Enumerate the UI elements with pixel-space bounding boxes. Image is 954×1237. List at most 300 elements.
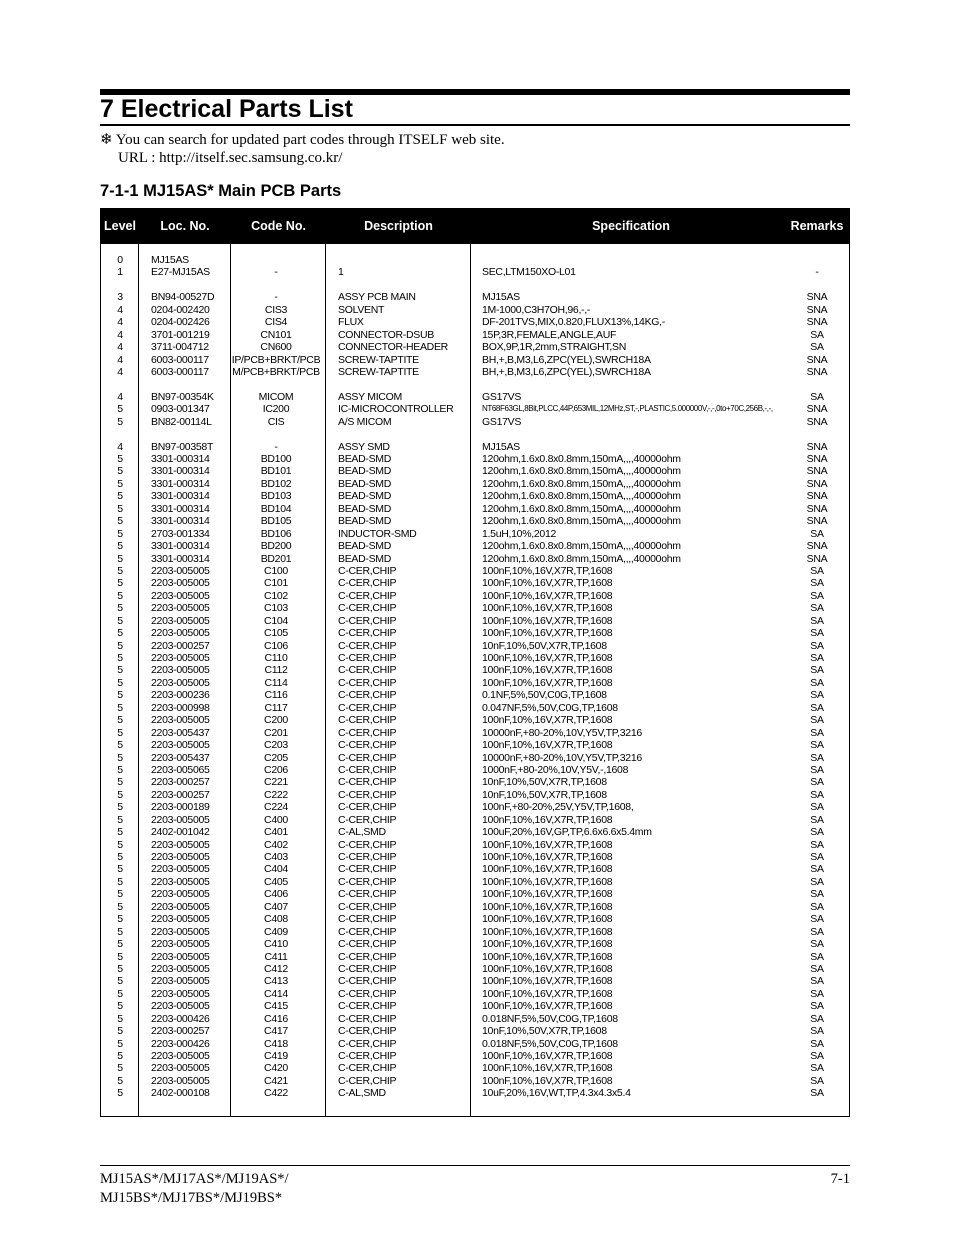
cell-level: 5 [117,962,123,975]
cell-specification: 15P,3R,FEMALE,ANGLE,AUF [482,328,617,341]
cell-level: 5 [117,664,123,677]
cell-level: 5 [117,851,123,863]
cell-level: 5 [117,987,123,1000]
cell-description: C-CER,CHIP [338,838,397,851]
cell-specification: 100nF,10%,16V,X7R,TP,1608 [482,1000,613,1013]
cell-specification: 100nF,10%,16V,X7R,TP,1608 [482,838,613,851]
cell-description: C-CER,CHIP [338,639,397,652]
cell-specification [482,279,772,291]
cell-description: C-CER,CHIP [338,900,397,913]
cell-code: C106 [264,639,288,652]
cell-level: 5 [117,1025,123,1038]
cell-code: C206 [264,763,288,776]
cell-remarks: SA [810,639,824,652]
cell-level: 5 [117,776,123,789]
cell-remarks: SNA [806,490,828,503]
cell-code: C221 [264,776,288,789]
cell-loc: 2203-005005 [151,987,210,1000]
cell-loc: 2203-005005 [151,602,210,615]
cell-description: C-AL,SMD [338,1087,386,1100]
cell-specification: 120ohm,1.6x0.8x0.8mm,150mA,,,,40000ohm [482,490,681,503]
cell-description: C-CER,CHIP [338,689,397,702]
cell-specification: 10nF,10%,50V,X7R,TP,1608 [482,776,607,789]
cell-specification: MJ15AS [482,440,520,453]
cell-level: 5 [117,938,123,951]
cell-loc: 3301-000314 [151,465,210,478]
cell-description: C-CER,CHIP [338,1025,397,1038]
cell-description: C-CER,CHIP [338,851,397,863]
cell-description: C-AL,SMD [338,826,386,839]
cell-code: C205 [264,751,288,764]
footer-models-line-2: MJ15BS*/MJ17BS*/MJ19BS* [100,1189,283,1206]
cell-level: 5 [117,863,123,876]
cell-loc: 2402-001042 [151,826,210,839]
cell-level: 5 [117,415,123,428]
cell-code: C104 [264,614,288,627]
column-remarks [791,254,843,1100]
cell-level: 4 [117,316,123,329]
cell-loc: 2203-000998 [151,701,210,714]
cell-specification: 100nF,10%,16V,X7R,TP,1608 [482,564,613,577]
cell-code: - [274,266,278,279]
cell-level: 5 [117,540,123,553]
cell-level: 4 [117,365,123,378]
cell-specification: 100nF,10%,16V,X7R,TP,1608 [482,577,613,590]
cell-remarks: SA [810,1087,824,1100]
cell-loc: 2203-000236 [151,689,210,702]
cell-level [101,428,139,440]
cell-code: C412 [264,962,288,975]
cell-remarks: SA [810,900,824,913]
cell-loc: 2203-000189 [151,801,210,814]
cell-code: C102 [264,589,288,602]
cell-code: C417 [264,1025,288,1038]
cell-specification: 1000nF,+80-20%,10V,Y5V,-,1608 [482,763,629,776]
cell-description: C-CER,CHIP [338,975,397,988]
cell-remarks: SA [810,838,824,851]
cell-description: C-CER,CHIP [338,726,397,739]
cell-specification: 0.1NF,5%,50V,C0G,TP,1608 [482,689,607,702]
cell-loc: 3301-000314 [151,540,210,553]
cell-code: C402 [264,838,288,851]
cell-code: C419 [264,1050,288,1062]
cell-description: BEAD-SMD [338,515,392,528]
cell-level: 5 [117,502,123,515]
cell-loc: 2203-005005 [151,875,210,888]
cell-remarks: SNA [806,415,828,428]
cell-level: 5 [117,627,123,640]
cell-code: C222 [264,788,288,801]
cell-description: BEAD-SMD [338,490,392,503]
cell-loc: 3301-000314 [151,490,210,503]
cell-description: C-CER,CHIP [338,589,397,602]
cell-description: SOLVENT [338,303,385,316]
cell-code: C103 [264,602,288,615]
cell-specification: 1.5uH,10%,2012 [482,527,557,540]
cell-description: C-CER,CHIP [338,652,397,664]
cell-remarks: SNA [806,403,828,416]
note-block [100,131,505,167]
cell-level: 5 [117,826,123,839]
cell-loc [151,279,231,291]
cell-remarks: SA [810,602,824,615]
cell-code: IP/PCB+BRKT/PCB [231,353,321,366]
cell-loc: BN97-00358T [151,440,214,453]
cell-level: 5 [117,527,123,540]
cell-description: C-CER,CHIP [338,938,397,951]
cell-specification: 100nF,10%,16V,X7R,TP,1608 [482,1062,613,1075]
footer-models-line-1: MJ15AS*/MJ17AS*/MJ19AS*/ [100,1171,289,1187]
cell-specification: 0.018NF,5%,50V,C0G,TP,1608 [482,1012,618,1025]
cell-code [226,279,326,291]
cell-specification: 100nF,10%,16V,X7R,TP,1608 [482,938,613,951]
cell-remarks: SA [810,577,824,590]
cell-code: C421 [264,1074,288,1087]
cell-level: 5 [117,689,123,702]
cell-specification [482,378,772,390]
cell-description [338,279,468,291]
cell-code: C405 [264,875,288,888]
header-description: Description [364,219,433,233]
cell-code: BD104 [260,502,292,515]
cell-description: BEAD-SMD [338,477,392,490]
cell-description: A/S MICOM [338,415,392,428]
cell-remarks: SA [810,813,824,826]
column-code [226,254,326,1100]
cell-loc: 6003-000117 [151,353,209,366]
cell-specification: 100nF,10%,16V,X7R,TP,1608 [482,602,613,615]
header-level: Level [104,219,136,233]
cell-level: 5 [117,639,123,652]
cell-specification: 100nF,10%,16V,X7R,TP,1608 [482,813,613,826]
cell-remarks: SA [810,788,824,801]
cell-code: C408 [264,913,288,926]
note-line-1: You can search for updated part codes through ITSELF web site. [115,132,505,148]
cell-remarks: SA [810,826,824,839]
cell-code: BD200 [260,540,292,553]
cell-loc: 2203-005437 [151,726,210,739]
cell-loc: 2203-005005 [151,577,210,590]
cell-level: 5 [117,888,123,901]
cell-code: MICOM [258,390,294,403]
cell-code: C116 [264,689,288,702]
cell-specification: 10uF,20%,16V,WT,TP,4.3x4.3x5.4 [482,1087,631,1100]
cell-code: C403 [264,851,288,863]
cell-specification: 120ohm,1.6x0.8x0.8mm,150mA,,,,40000ohm [482,477,681,490]
cell-specification: MJ15AS [482,291,520,304]
cell-description: ASSY PCB MAIN [338,291,416,304]
cell-description: C-CER,CHIP [338,751,397,764]
cell-level [101,279,139,291]
cell-code: C410 [264,938,288,951]
cell-remarks: SA [810,987,824,1000]
cell-loc: 2203-000426 [151,1037,210,1050]
cell-level: 5 [117,714,123,727]
cell-loc: 3301-000314 [151,453,210,465]
cell-loc: 0204-002426 [151,316,210,329]
cell-code: C117 [264,701,288,714]
cell-specification: DF-201TVS,MIX,0.820,FLUX13%,14KG,- [482,316,665,329]
cell-remarks: SA [810,390,824,403]
cell-remarks: SNA [806,552,828,565]
cell-code: C400 [264,813,288,826]
cell-code: IC200 [262,403,290,416]
page-title: 7 Electrical Parts List [100,95,353,123]
column-loc [151,254,231,1100]
cell-level: 5 [117,950,123,963]
cell-remarks: SA [810,726,824,739]
cell-remarks: SA [810,938,824,951]
column-level [101,254,139,1100]
cell-loc: 3701-001219 [151,328,210,341]
cell-specification: BH,+,B,M3,L6,ZPC(YEL),SWRCH18A [482,365,651,378]
cell-description: C-CER,CHIP [338,614,397,627]
cell-specification: 120ohm,1.6x0.8x0.8mm,150mA,,,,40000ohm [482,540,681,553]
header-remarks: Remarks [790,219,844,233]
cell-specification: 100nF,10%,16V,X7R,TP,1608 [482,676,613,689]
cell-remarks [791,254,843,266]
cell-remarks: SA [810,1050,824,1062]
cell-code: C201 [264,726,288,739]
cell-loc: 2203-005005 [151,888,210,901]
cell-remarks: SA [810,341,824,354]
cell-code: C414 [264,987,288,1000]
cell-description: C-CER,CHIP [338,1012,397,1025]
header-loc: Loc. No. [160,219,210,233]
cell-description: BEAD-SMD [338,552,392,565]
cell-code: C200 [264,714,288,727]
cell-code: C413 [264,975,288,988]
cell-specification: 100nF,10%,16V,X7R,TP,1608 [482,627,613,640]
cell-remarks: SA [810,751,824,764]
cell-remarks: SA [810,863,824,876]
cell-code: C407 [264,900,288,913]
cell-description: C-CER,CHIP [338,913,397,926]
cell-loc: 2203-005005 [151,564,210,577]
cell-remarks: SA [810,776,824,789]
cell-remarks: SNA [806,515,828,528]
cell-loc: BN94-00527D [151,291,215,304]
cell-remarks: SNA [806,303,828,316]
cell-specification: 100nF,10%,16V,X7R,TP,1608 [482,589,613,602]
cell-specification: 100nF,10%,16V,X7R,TP,1608 [482,614,613,627]
cell-specification: 100nF,10%,16V,X7R,TP,1608 [482,975,613,988]
cell-code: C406 [264,888,288,901]
cell-code: BD106 [260,527,292,540]
cell-level: 4 [117,353,123,366]
cell-loc: 2203-005005 [151,813,210,826]
cell-remarks: SA [810,652,824,664]
cell-remarks: SA [810,564,824,577]
cell-loc: 0204-002420 [151,303,210,316]
cell-remarks: SA [810,1012,824,1025]
cell-description [338,254,468,266]
cell-description: BEAD-SMD [338,540,392,553]
cell-loc: 3301-000314 [151,477,210,490]
cell-remarks: SA [810,888,824,901]
cell-level: 5 [117,477,123,490]
cell-level: 5 [117,490,123,503]
cell-specification: 120ohm,1.6x0.8x0.8mm,150mA,,,,40000ohm [482,453,681,465]
cell-loc: 2203-005005 [151,714,210,727]
cell-code: C401 [264,826,288,839]
cell-specification: 10nF,10%,50V,X7R,TP,1608 [482,1025,607,1038]
cell-level: 5 [117,552,123,565]
cell-remarks [791,378,843,390]
cell-level: 5 [117,1037,123,1050]
cell-level: 5 [117,453,123,465]
cell-remarks: SNA [806,502,828,515]
cell-loc: 2203-005005 [151,851,210,863]
cell-specification: 100nF,10%,16V,X7R,TP,1608 [482,851,613,863]
cell-level: 5 [117,875,123,888]
parts-table [100,208,850,1117]
cell-specification: 100nF,10%,16V,X7R,TP,1608 [482,739,613,752]
cell-remarks: SNA [806,477,828,490]
cell-specification: 100nF,10%,16V,X7R,TP,1608 [482,962,613,975]
cell-code: BD105 [260,515,292,528]
cell-description: C-CER,CHIP [338,813,397,826]
cell-description: C-CER,CHIP [338,739,397,752]
cell-description: C-CER,CHIP [338,776,397,789]
cell-remarks: SNA [806,465,828,478]
column-specification [482,254,772,1100]
cell-loc: BN82-00114L [151,415,212,428]
cell-level: 4 [117,341,123,354]
cell-specification: 100nF,10%,16V,X7R,TP,1608 [482,1074,613,1087]
cell-specification: 120ohm,1.6x0.8x0.8mm,150mA,,,,40000ohm [482,465,681,478]
cell-remarks: SNA [806,353,828,366]
cell-specification: 100nF,10%,16V,X7R,TP,1608 [482,664,613,677]
cell-level: 5 [117,913,123,926]
cell-description: C-CER,CHIP [338,1050,397,1062]
cell-code: CIS3 [264,303,288,316]
cell-description: FLUX [338,316,364,329]
cell-description: C-CER,CHIP [338,714,397,727]
cell-level: 4 [117,440,123,453]
cell-level: 5 [117,751,123,764]
cell-description: BEAD-SMD [338,453,392,465]
cell-specification: BH,+,B,M3,L6,ZPC(YEL),SWRCH18A [482,353,651,366]
cell-remarks: SA [810,763,824,776]
cell-specification: SEC,LTM150XO-L01 [482,266,576,279]
cell-remarks: SA [810,614,824,627]
cell-level: 5 [117,1062,123,1075]
cell-loc: 2203-005005 [151,664,210,677]
cell-specification: 10000nF,+80-20%,10V,Y5V,TP,3216 [482,726,642,739]
cell-remarks: SA [810,627,824,640]
cell-remarks: SA [810,689,824,702]
cell-remarks: SNA [806,540,828,553]
header-code: Code No. [251,219,306,233]
cell-description: C-CER,CHIP [338,788,397,801]
cell-remarks: SNA [806,453,828,465]
cell-description: C-CER,CHIP [338,564,397,577]
cell-specification: 0.047NF,5%,50V,C0G,TP,1608 [482,701,618,714]
cell-remarks: SA [810,1074,824,1087]
cell-description: SCREW-TAPTITE [338,365,419,378]
cell-code: C100 [264,564,288,577]
title-underline [100,124,850,126]
cell-loc: E27-MJ15AS [151,266,210,279]
cell-remarks: SA [810,801,824,814]
cell-loc: 2203-000257 [151,639,210,652]
cell-remarks: SA [810,739,824,752]
cell-description [338,428,468,440]
cell-description: C-CER,CHIP [338,875,397,888]
cell-loc: 2203-005005 [151,627,210,640]
cell-specification: 1M-1000,C3H7OH,96,-,- [482,303,591,316]
cell-remarks: SNA [806,316,828,329]
cell-specification: 100nF,10%,16V,X7R,TP,1608 [482,652,613,664]
cell-code: CN101 [260,328,292,341]
cell-specification: 100nF,10%,16V,X7R,TP,1608 [482,1050,613,1062]
cell-code: C114 [264,676,288,689]
cell-description: C-CER,CHIP [338,863,397,876]
column-divider [470,244,471,1117]
cell-code: CIS [267,415,285,428]
cell-level: 4 [117,303,123,316]
cell-description: C-CER,CHIP [338,950,397,963]
cell-loc: 2703-001334 [151,527,210,540]
cell-level: 5 [117,801,123,814]
cell-description: CONNECTOR-HEADER [338,341,448,354]
cell-loc: 2203-005005 [151,1074,210,1087]
cell-specification: 0.018NF,5%,50V,C0G,TP,1608 [482,1037,618,1050]
cell-loc: 2203-005005 [151,838,210,851]
page-number: 7-1 [830,1171,850,1187]
cell-code: CN600 [260,341,292,354]
cell-description: ASSY SMD [338,440,390,453]
cell-level: 5 [117,1012,123,1025]
cell-level: 5 [117,975,123,988]
cell-description: ASSY MICOM [338,390,402,403]
cell-loc: 2203-000426 [151,1012,210,1025]
cell-remarks: SA [810,1000,824,1013]
cell-level: 5 [117,652,123,664]
cell-specification: BOX,9P,1R,2mm,STRAIGHT,SN [482,341,627,354]
cell-level: 5 [117,589,123,602]
cell-specification: 120ohm,1.6x0.8x0.8mm,150mA,,,,40000ohm [482,552,681,565]
cell-remarks: SNA [806,365,828,378]
cell-loc: 6003-000117 [151,365,209,378]
cell-loc: 2203-005005 [151,1062,210,1075]
cell-specification [482,428,772,440]
cell-specification: NT68F63GL,8Bit,PLCC,44P,653MIL,12MHz,ST,-,PLASTIC,5.000000V,-,-,0to+70C,256B,-,-, [482,404,773,414]
cell-code: C101 [264,577,288,590]
cell-specification: 10000nF,+80-20%,10V,Y5V,TP,3216 [482,751,642,764]
cell-loc: 3301-000314 [151,502,210,515]
cell-level: 5 [117,515,123,528]
cell-description: C-CER,CHIP [338,1062,397,1075]
section-title: 7-1-1 MJ15AS* Main PCB Parts [100,182,342,200]
cell-level: 5 [117,788,123,801]
cell-code: C409 [264,925,288,938]
cell-remarks [791,428,843,440]
cell-remarks: SA [810,676,824,689]
cell-loc: 2203-000257 [151,776,210,789]
cell-level: 5 [117,739,123,752]
cell-level: 5 [117,1050,123,1062]
cell-remarks: SA [810,875,824,888]
cell-remarks: SA [810,714,824,727]
cell-loc: MJ15AS [151,254,189,266]
cell-level: 5 [117,1000,123,1013]
cell-description: C-CER,CHIP [338,1074,397,1087]
cell-specification: 100nF,10%,16V,X7R,TP,1608 [482,987,613,1000]
cell-remarks: SA [810,925,824,938]
cell-loc: 2203-005005 [151,950,210,963]
